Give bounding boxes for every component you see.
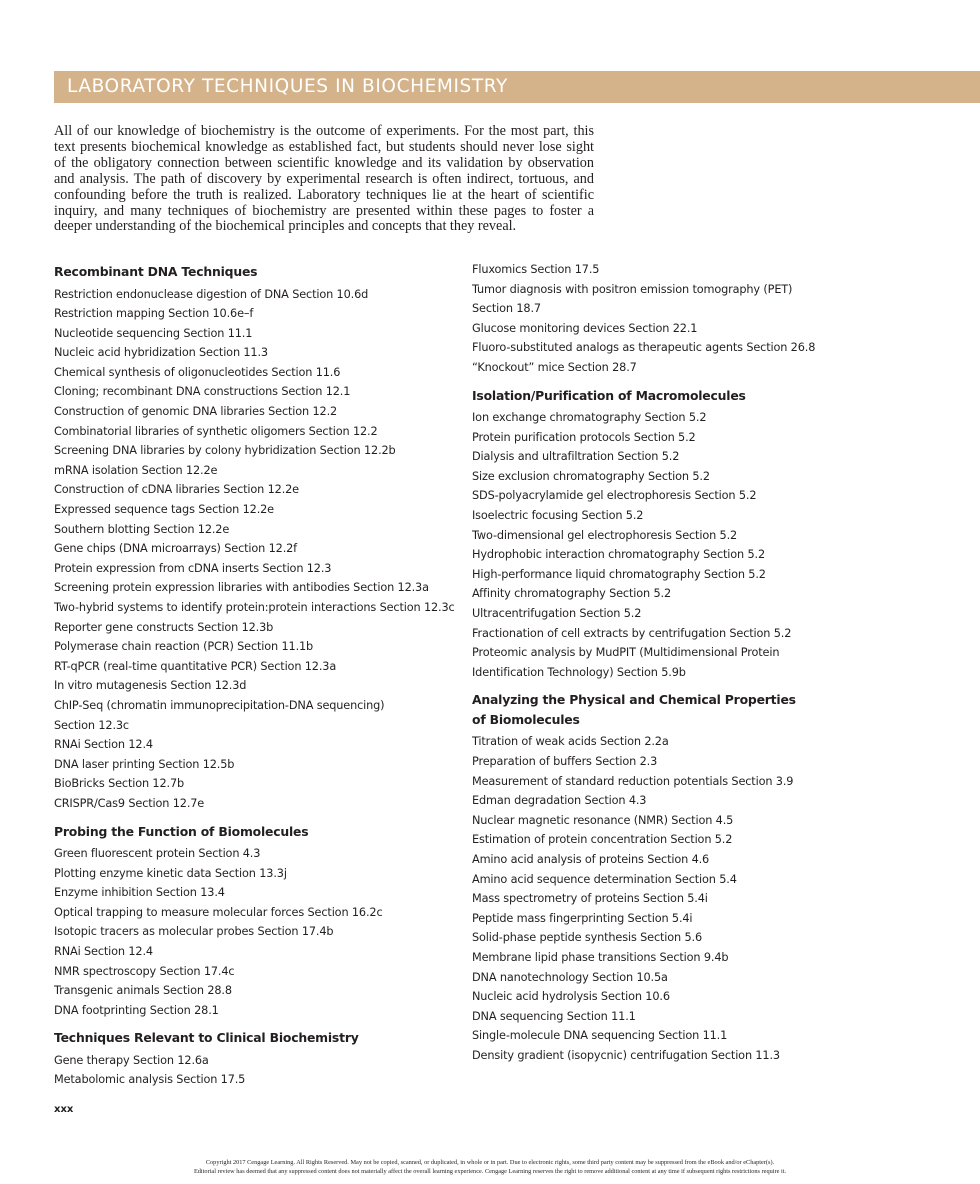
list-item: Proteomic analysis by MudPIT (Multidimensional Protein: [472, 646, 780, 660]
list-item: Screening DNA libraries by colony hybridization Section 12.2b: [54, 444, 396, 458]
list-item: Two-dimensional gel electrophoresis Section 5.2: [472, 528, 738, 542]
list-item: Green fluorescent protein Section 4.3: [54, 847, 261, 861]
section-title-analyzing-properties: [472, 682, 972, 710]
list-item: Peptide mass fingerprinting Section 5.4i: [472, 911, 693, 925]
list-item: Hydrophobic interaction chromatography Section 5.2: [472, 548, 766, 562]
list-item: Nucleic acid hydrolysis Section 10.6: [472, 990, 670, 1004]
list-item: DNA sequencing Section 11.1: [472, 1009, 636, 1023]
copyright-line: Editorial review has deemed that any suppressed content does not materially affect the overall learning experience. Cengage Learning reserves the right to remove additional content at any time if subsequent rights restrictions require it.: [193, 1167, 787, 1175]
list-item: Single-molecule DNA sequencing Section 11.1: [472, 1029, 728, 1043]
list-item: Amino acid analysis of proteins Section 4.6: [472, 852, 710, 866]
list-item: Southern blotting Section 12.2e: [54, 522, 230, 536]
list-item: CRISPR/Cas9 Section 12.7e: [54, 796, 205, 810]
isolation-purification-list: [472, 408, 972, 682]
list-item: SDS-polyacrylamide gel electrophoresis Section 5.2: [472, 489, 757, 503]
list-item: Protein purification protocols Section 5.2: [472, 430, 696, 444]
list-item: DNA laser printing Section 12.5b: [54, 757, 235, 771]
left-column: [54, 262, 474, 1090]
list-item: Metabolomic analysis Section 17.5: [54, 1073, 246, 1087]
list-item: DNA footprinting Section 28.1: [54, 1003, 219, 1017]
list-item: Construction of cDNA libraries Section 12.2e: [54, 483, 299, 497]
list-item: Section 18.7: [472, 302, 541, 316]
list-item: Mass spectrometry of proteins Section 5.4i: [472, 892, 708, 906]
probing-function-list: [54, 844, 474, 1020]
recombinant-dna-list: [54, 285, 474, 814]
list-item: Measurement of standard reduction potentials Section 3.9: [472, 774, 794, 788]
list-item: Reporter gene constructs Section 12.3b: [54, 620, 274, 634]
list-item: Restriction endonuclease digestion of DNA Section 10.6d: [54, 287, 369, 301]
list-item: In vitro mutagenesis Section 12.3d: [54, 679, 247, 693]
list-item: Gene therapy Section 12.6a: [54, 1053, 209, 1067]
list-item: Plotting enzyme kinetic data Section 13.3j: [54, 866, 287, 880]
list-item: Edman degradation Section 4.3: [472, 794, 647, 808]
list-item: Dialysis and ultrafiltration Section 5.2: [472, 450, 680, 464]
copyright-notice: [0, 1159, 980, 1176]
page-title: LABORATORY TECHNIQUES IN BIOCHEMISTRY: [67, 76, 508, 97]
list-item: Section 12.3c: [54, 718, 129, 732]
list-item: RNAi Section 12.4: [54, 738, 153, 752]
list-item: Chemical synthesis of oligonucleotides Section 11.6: [54, 365, 341, 379]
list-item: Combinatorial libraries of synthetic oligomers Section 12.2: [54, 424, 378, 438]
section-title-line: Analyzing the Physical and Chemical Properties: [472, 692, 796, 708]
clinical-biochemistry-list: [54, 1051, 474, 1090]
list-item: High-performance liquid chromatography Section 5.2: [472, 567, 766, 581]
list-item: RT-qPCR (real-time quantitative PCR) Section 12.3a: [54, 659, 337, 673]
section-title-isolation-purification: Isolation/Purification of Macromolecules: [472, 387, 746, 403]
list-item: Nuclear magnetic resonance (NMR) Section 4.5: [472, 813, 734, 827]
list-item: Estimation of protein concentration Section 5.2: [472, 833, 733, 847]
list-item: Cloning; recombinant DNA constructions Section 12.1: [54, 385, 351, 399]
title-banner: [54, 71, 980, 103]
list-item: Titration of weak acids Section 2.2a: [472, 735, 669, 749]
list-item: Restriction mapping Section 10.6e–f: [54, 307, 254, 321]
list-item: Gene chips (DNA microarrays) Section 12.2f: [54, 542, 297, 556]
list-item: Isoelectric focusing Section 5.2: [472, 509, 644, 523]
copyright-line: Copyright 2017 Cengage Learning. All Rights Reserved. May not be copied, scanned, or duplicated, in whole or in part. Due to electronic rights, some third party content may be suppressed from the eBook and/or eChapter(s).: [205, 1159, 775, 1166]
list-item: Membrane lipid phase transitions Section 9.4b: [472, 950, 729, 964]
clinical-biochemistry-list-continued: [472, 260, 972, 378]
section-title-probing-function: Probing the Function of Biomolecules: [54, 823, 309, 839]
list-item: Affinity chromatography Section 5.2: [472, 587, 671, 601]
list-item: Glucose monitoring devices Section 22.1: [472, 321, 698, 335]
list-item: Ion exchange chromatography Section 5.2: [472, 411, 707, 425]
list-item: Expressed sequence tags Section 12.2e: [54, 503, 274, 517]
section-title-analyzing-properties-line2: of Biomolecules: [472, 711, 580, 727]
list-item: Transgenic animals Section 28.8: [54, 984, 232, 998]
list-item: Polymerase chain reaction (PCR) Section 11.1b: [54, 640, 314, 654]
list-item: Fluxomics Section 17.5: [472, 263, 600, 276]
list-item: Screening protein expression libraries with antibodies Section 12.3a: [54, 581, 429, 595]
list-item: Fluoro-substituted analogs as therapeutic agents Section 26.8: [472, 341, 816, 355]
list-item: Enzyme inhibition Section 13.4: [54, 886, 225, 900]
list-item: Construction of genomic DNA libraries Section 12.2: [54, 405, 338, 419]
list-item: Protein expression from cDNA inserts Section 12.3: [54, 561, 332, 575]
list-item: Fractionation of cell extracts by centrifugation Section 5.2: [472, 626, 792, 640]
list-item: Nucleic acid hybridization Section 11.3: [54, 346, 268, 360]
list-item: Identification Technology) Section 5.9b: [472, 665, 686, 679]
analyzing-properties-list: [472, 732, 972, 1065]
list-item: BioBricks Section 12.7b: [54, 777, 185, 791]
section-title-clinical-biochemistry: Techniques Relevant to Clinical Biochemistry: [54, 1030, 359, 1046]
list-item: Ultracentrifugation Section 5.2: [472, 607, 642, 620]
list-item: Solid-phase peptide synthesis Section 5.6: [472, 931, 703, 945]
list-item: RNAi Section 12.4: [54, 945, 153, 958]
list-item: Preparation of buffers Section 2.3: [472, 754, 658, 768]
list-item: DNA nanotechnology Section 10.5a: [472, 970, 668, 984]
section-title-recombinant-dna: Recombinant DNA Techniques: [54, 264, 258, 279]
list-item: Density gradient (isopycnic) centrifugation Section 11.3: [472, 1048, 780, 1062]
right-column: [472, 262, 972, 1065]
list-item: Size exclusion chromatography Section 5.2: [472, 469, 710, 483]
list-item: Optical trapping to measure molecular forces Section 16.2c: [54, 905, 383, 919]
page-number: xxx: [54, 1104, 74, 1115]
list-item: mRNA isolation Section 12.2e: [54, 463, 218, 477]
list-item: Amino acid sequence determination Section 5.4: [472, 872, 737, 886]
list-item: Nucleotide sequencing Section 11.1: [54, 326, 253, 340]
list-item: “Knockout” mice Section 28.7: [472, 360, 637, 374]
list-item: Tumor diagnosis with positron emission tomography (PET): [472, 282, 793, 296]
intro-paragraph: All of our knowledge of biochemistry is the outcome of experiments. For the most part, this text presents biochemical knowledge as established fact, but students should never lose sight of the obligatory connection between scientific knowledge and its validation by observation and analysis. The path of discovery by experimental research is often indirect, tortuous, and confounding before the truth is realized. Laboratory techniques lie at the heart of scientific inquiry, and many techniques of biochemistry are presented within these pages to foster a deeper understanding of the biochemical principles and concepts that they reveal.: [54, 123, 594, 235]
list-item: ChIP-Seq (chromatin immunoprecipitation-DNA sequencing): [54, 698, 385, 712]
list-item: NMR spectroscopy Section 17.4c: [54, 964, 235, 978]
list-item: Isotopic tracers as molecular probes Section 17.4b: [54, 925, 334, 939]
list-item: Two-hybrid systems to identify protein:protein interactions Section 12.3c: [54, 601, 455, 614]
